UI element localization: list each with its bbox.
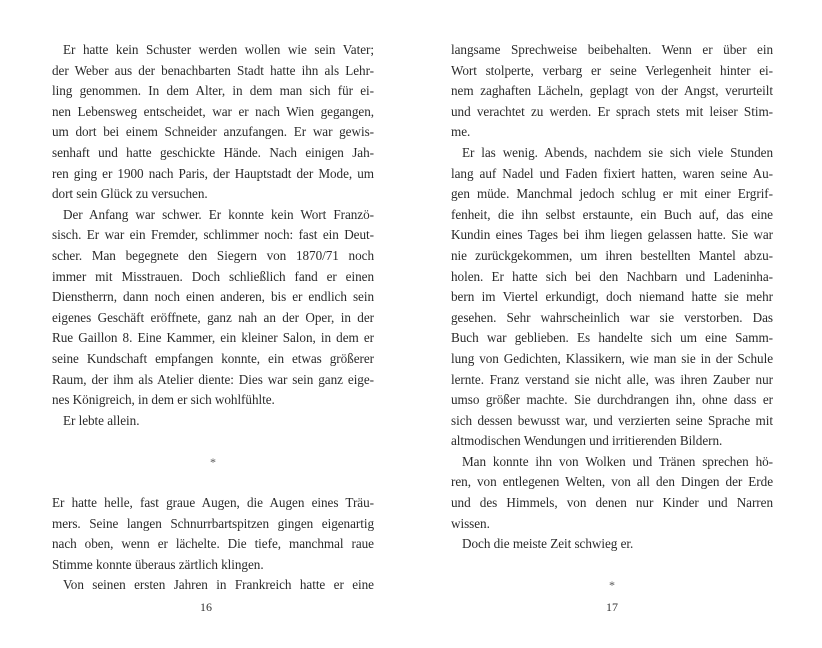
section-gap (52, 472, 374, 493)
text-line: lung von Gedichten, Klassikern, wie man sie in der Schule (451, 350, 773, 366)
right-page-text (451, 40, 773, 555)
text-line: Er las wenig. Abends, nachdem sie sich viele Stunden (462, 144, 773, 160)
text-line: Dienstherrn, dann noch einen anderen, bis er endlich sein (52, 289, 374, 305)
text-line: wissen. (451, 515, 490, 531)
text-line: der Weber aus der benachbarten Stadt hatte ihn als Lehr- (52, 62, 374, 78)
text-line: dort sein Glück zu versuchen. (52, 186, 208, 202)
text-line: Von seinen ersten Jahren in Frankreich hatte er eine (63, 577, 374, 593)
text-line: Rue Gaillon 8. Eine Kammer, ein kleiner Salon, in dem er (52, 330, 374, 346)
left-page-text-continued (52, 493, 374, 596)
section-gap (451, 555, 773, 576)
text-line: bern im Viertel erkundigt, doch niemand hatte sie mehr (451, 289, 773, 305)
text-line: Er hatte kein Schuster werden wollen wie sein Vater; (63, 42, 374, 57)
text-line: sisch. Er war ein Fremder, schlimmer noch: fast ein Deut- (52, 227, 374, 243)
text-line: holen. Er hatte sich bei den Nachbarn und Ladeninha- (451, 268, 773, 284)
text-line: gesehen. Sehr wahrscheinlich war sie verstorben. Das (451, 309, 773, 325)
section-gap (52, 431, 374, 452)
text-line: nie zurückgekommen, um ihren bestellten Mantel abzu- (451, 247, 773, 263)
page-number-right: 17 (606, 600, 618, 614)
text-line: Er hatte helle, fast graue Augen, die Augen eines Träu- (52, 495, 374, 511)
section-separator: * (210, 454, 216, 469)
text-line: altmodischen Wendungen und irritierenden Bildern. (451, 433, 723, 449)
text-line: Stimme konnte überaus zärtlich klingen. (52, 556, 264, 572)
left-page-text (52, 40, 374, 431)
text-line: und verachtet zu werden. Er sprach stets mit leiser Stim- (451, 103, 773, 119)
text-line: ren ging er 1900 nach Paris, der Hauptstadt der Mode, um (52, 165, 374, 181)
text-line: Der Anfang war schwer. Er konnte kein Wort Franzö- (63, 206, 374, 222)
text-line: nach oben, wenn er lächelte. Die tiefe, manchmal raue (52, 536, 374, 552)
text-line: umso größer machte. Sie durchdrangen ihn, ohne dass er (451, 392, 773, 408)
text-line: langsame Sprechweise beibehalten. Wenn er über ein (451, 42, 773, 57)
text-line: gen müde. Manchmal jedoch schlug er mit einer Ergrif- (451, 186, 773, 202)
text-line: Doch die meiste Zeit schwieg er. (462, 536, 634, 552)
text-line: Er lebte allein. (63, 412, 140, 428)
text-line: Buch war geblieben. Es handelte sich um eine Samm- (451, 330, 773, 346)
text-line: Man konnte ihn von Wolken und Tränen sprechen hö- (462, 453, 773, 469)
text-line: ling genommen. In dem Alter, in dem man sich für ei- (52, 83, 374, 99)
text-line: nen Lebensweg entscheidet, war er nach Wien gegangen, (52, 103, 374, 119)
text-line: und des Himmels, von denen nur Kinder und Narren (451, 495, 773, 511)
text-line: fenheit, die ihn selbst erstaunte, ein Buch auf, das eine (451, 206, 773, 222)
text-line: nes Königreich, in dem er sich wohlfühlte. (52, 392, 275, 408)
text-line: mers. Seine langen Schnurrbartspitzen gingen eigenartig (52, 515, 374, 531)
text-line: um dort bei einem Schneider anzufangen. Er war gewis- (52, 124, 374, 140)
text-line: lernte. Franz verstand sie nicht alle, was ihren Zauber nur (451, 371, 773, 387)
left-page (52, 40, 374, 596)
text-line: nem zaghaften Lächeln, geplagt von der Angst, verurteilt (451, 83, 773, 99)
text-line: Wort stolperte, verbarg er seine Verlegenheit hinter ei- (451, 62, 773, 78)
text-line: eigenes Geschäft eröffnete, ganz nah an der Oper, in der (52, 309, 374, 325)
section-separator: * (609, 578, 615, 593)
text-line: scher. Man begegnete den Siegern von 1870/71 noch (52, 247, 374, 263)
text-line: immer mit Misstrauen. Doch schließlich fand er einen (52, 268, 374, 284)
text-line: Kundin eines Tages bei ihm liegen gelassen hatte. Sie war (451, 227, 773, 243)
text-line: sich dessen bewusst war, und verzierten seine Sprache mit (451, 412, 773, 428)
page-number-left: 16 (200, 600, 212, 614)
text-line: me. (451, 124, 471, 140)
text-line: ren, von entlegenen Welten, von all den Dingen der Erde (451, 474, 773, 490)
text-line: lang auf Nadel und Faden fixiert hatten, waren seine Au- (451, 165, 773, 181)
right-page (451, 40, 773, 596)
text-line: seine Kundschaft empfangen konnte, ein etwas größerer (52, 350, 374, 366)
text-line: senhaft und hatte geschickte Hände. Nach einigen Jah- (52, 144, 374, 160)
text-line: Raum, der ihm als Atelier diente: Dies war sein ganz eige- (52, 371, 374, 387)
